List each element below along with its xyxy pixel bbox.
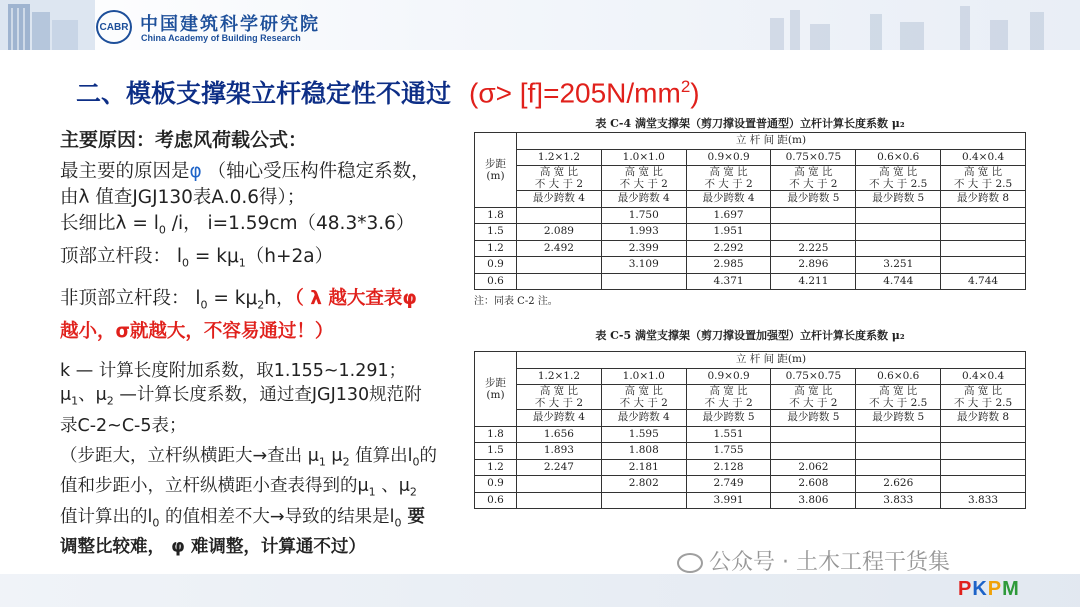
table-cell [941, 476, 1026, 493]
table-cell: 2.225 [771, 240, 856, 257]
table-cell: 1.656 [517, 426, 602, 443]
table-c5-caption: 表 C-5 满堂支撑架（剪刀撑设置加强型）立杆计算长度系数 μ₂ [595, 329, 905, 342]
table-cell: 1.697 [686, 207, 771, 224]
table-cell: 0.6×0.6 [856, 368, 941, 385]
table-cell [601, 385, 686, 410]
table-cell [941, 224, 1026, 241]
table-cell [517, 273, 602, 290]
p6-text-8: 要调整比较难， φ 难调整，计算通不过） [60, 506, 426, 558]
table-c4-ratio-row [475, 166, 1026, 191]
table-cell [517, 166, 602, 191]
wechat-icon [677, 553, 703, 573]
table-cell [941, 240, 1026, 257]
table-cell: 0.75×0.75 [771, 149, 856, 166]
p6-sub2b: 2 [409, 485, 417, 499]
table-cell: 最少跨数 5 [771, 410, 856, 427]
table-cell: 4.744 [941, 273, 1026, 290]
table-cell [856, 385, 941, 410]
table-row [475, 240, 1026, 257]
p3-sub0: 0 [182, 256, 190, 270]
table-cell: 1.5 [475, 224, 517, 241]
table-cell [771, 443, 856, 460]
table-c5-minspan-row [475, 410, 1026, 427]
heading-main-reason: 主要原因：考虑风荷载公式： [60, 129, 308, 151]
table-cell [771, 426, 856, 443]
logo-text: CABR [99, 21, 129, 33]
p6-text-4: 的值和步距小，立杆纵横距小查表得到的μ [60, 445, 437, 497]
org-name-en: China Academy of Building Research [141, 33, 301, 43]
table-cell: 最少跨数 5 [686, 410, 771, 427]
table-cell: 1.0×1.0 [601, 149, 686, 166]
logo-icon [96, 10, 132, 44]
table-cell: 4.211 [771, 273, 856, 290]
ratio-limit: 不 大 于 2.5 [953, 397, 1013, 409]
table-row [475, 257, 1026, 274]
p2-text-b: /i， i=1.59cm（48.3*3.6） [165, 213, 415, 234]
p4-text-b: = kμ [207, 288, 258, 310]
table-row [475, 459, 1026, 476]
table-cell: 1.951 [686, 224, 771, 241]
table-cell: 最少跨数 8 [941, 410, 1026, 427]
table-cell: 2.985 [686, 257, 771, 274]
p1-text-b: （轴心受压构件稳定系数，由λ 值查JGJ130表A.0.6得）； [60, 161, 430, 208]
p5-sub2: 2 [106, 394, 114, 408]
p6-sub0: 0 [412, 455, 420, 469]
table-cell [856, 443, 941, 460]
table-cell [856, 459, 941, 476]
brand-letter: M [1002, 578, 1020, 600]
brand-letter: K [972, 578, 988, 600]
table-cell: 1.2 [475, 459, 517, 476]
table-c4 [474, 116, 1026, 307]
table-cell: 2.247 [517, 459, 602, 476]
p5-text-a: k — 计算长度附加系数，取1.155~1.291； μ [60, 361, 407, 406]
title-main: 二、模板支撑架立杆稳定性不通过 [76, 79, 452, 108]
ratio-label: 高 宽 比 [624, 385, 663, 397]
table-cell: 2.492 [517, 240, 602, 257]
table-c4-minspan-row [475, 191, 1026, 208]
table-cell: 0.4×0.4 [941, 149, 1026, 166]
table-cell: 4.371 [686, 273, 771, 290]
table-cell [856, 426, 941, 443]
table-c4-caption: 表 C-4 满堂支撑架（剪刀撑设置普通型）立杆计算长度系数 μ₂ [595, 117, 905, 130]
table-cell: 1.595 [601, 426, 686, 443]
p6-text-5: 、μ [375, 476, 410, 497]
ratio-limit: 不 大 于 2.5 [953, 178, 1013, 190]
table-c5-span-row [475, 368, 1026, 385]
table-cell [601, 273, 686, 290]
table-c5-group-header: 立 杆 间 距(m) [517, 352, 1026, 369]
table-cell [941, 443, 1026, 460]
p4-sub2: 2 [257, 299, 265, 313]
table-cell: 1.551 [686, 426, 771, 443]
p2-sub: 0 [158, 223, 166, 237]
p2-text-a: 长细比λ = l [60, 213, 159, 234]
brand-logo [958, 578, 1020, 601]
table-cell: 2.608 [771, 476, 856, 493]
table-c4-span-row [475, 149, 1026, 166]
p6-sub1b: 1 [368, 485, 376, 499]
table-cell: 1.8 [475, 426, 517, 443]
table-cell [517, 257, 602, 274]
p6-text-6: 值计算出的l [60, 506, 153, 527]
table-cell: 最少跨数 8 [941, 191, 1026, 208]
table-cell: 0.9 [475, 476, 517, 493]
table-cell [856, 224, 941, 241]
brand-letter: P [958, 578, 973, 600]
skyline-graphic [750, 0, 1080, 50]
table-cell: 最少跨数 4 [517, 191, 602, 208]
table-cell: 2.181 [601, 459, 686, 476]
ratio-label: 高 宽 比 [794, 385, 833, 397]
table-row [475, 443, 1026, 460]
watermark-text: 公众号 · 土木工程干货集 [709, 550, 950, 575]
table-cell [601, 492, 686, 509]
p4-warning: （ λ 越大查表φ 越小，σ就越大，不容易通过！） [60, 288, 417, 343]
table-cell: 3.251 [856, 257, 941, 274]
para-non-top-segment [60, 286, 438, 345]
p3-sub1: 1 [238, 256, 246, 270]
formula-sup: 2 [680, 76, 691, 96]
table-cell: 最少跨数 4 [601, 410, 686, 427]
para-slenderness [60, 211, 438, 244]
table-c5 [474, 328, 1026, 509]
brand-letter: P [987, 578, 1003, 600]
ratio-limit: 不 大 于 2.5 [869, 178, 928, 190]
ratio-label: 高 宽 比 [539, 385, 578, 397]
table-cell [941, 257, 1026, 274]
ratio-label: 高 宽 比 [709, 166, 748, 178]
table-cell [601, 166, 686, 191]
table-c4-grid [474, 132, 1026, 290]
p4-text-c: h， [264, 288, 295, 310]
phi-symbol: φ [189, 161, 202, 182]
table-c5-row-header: 步距 (m) [475, 352, 517, 427]
ratio-label: 高 宽 比 [879, 166, 918, 178]
table-cell: 3.833 [941, 492, 1026, 509]
table-cell: 3.991 [686, 492, 771, 509]
p6-text-3: 值算出l [349, 445, 413, 466]
p3-text-b: = kμ [189, 245, 239, 267]
table-cell: 0.75×0.75 [771, 368, 856, 385]
table-cell: 1.893 [517, 443, 602, 460]
ratio-limit: 不 大 于 2 [534, 178, 584, 190]
table-cell: 2.749 [686, 476, 771, 493]
table-cell: 1.993 [601, 224, 686, 241]
table-cell: 1.2 [475, 240, 517, 257]
table-cell: 最少跨数 5 [856, 191, 941, 208]
ratio-limit: 不 大 于 2 [619, 397, 668, 409]
table-cell [856, 166, 941, 191]
p5-text-c: —计算长度系数，通过查JGJ130规范附录C-2~C-5表； [60, 385, 422, 436]
table-cell: 0.9 [475, 257, 517, 274]
table-cell [686, 385, 771, 410]
table-cell [941, 459, 1026, 476]
table-cell [771, 166, 856, 191]
p5-sub1: 1 [71, 394, 79, 408]
title-formula [469, 77, 700, 109]
table-cell [856, 240, 941, 257]
table-cell: 1.2×1.2 [517, 368, 602, 385]
p6-sub0b: 0 [152, 516, 160, 530]
ratio-limit: 不 大 于 2.5 [869, 397, 928, 409]
table-cell: 0.6 [475, 492, 517, 509]
table-row [475, 273, 1026, 290]
table-c5-ratio-row [475, 385, 1026, 410]
table-cell: 最少跨数 4 [601, 191, 686, 208]
table-cell [517, 492, 602, 509]
table-cell: 2.292 [686, 240, 771, 257]
p6-sub2: 2 [342, 455, 350, 469]
table-cell [517, 385, 602, 410]
ratio-label: 高 宽 比 [794, 166, 833, 178]
table-cell: 0.9×0.9 [686, 149, 771, 166]
table-c4-group-header: 立 杆 间 距(m) [517, 133, 1026, 150]
table-cell: 2.128 [686, 459, 771, 476]
table-cell: 3.833 [856, 492, 941, 509]
para-phi [60, 159, 438, 211]
ratio-limit: 不 大 于 2 [704, 178, 753, 190]
table-cell: 1.8 [475, 207, 517, 224]
table-cell [517, 476, 602, 493]
table-cell [517, 207, 602, 224]
table-cell: 0.4×0.4 [941, 368, 1026, 385]
table-row [475, 224, 1026, 241]
table-cell [686, 166, 771, 191]
ratio-label: 高 宽 比 [709, 385, 748, 397]
ratio-limit: 不 大 于 2 [619, 178, 668, 190]
ratio-label: 高 宽 比 [963, 166, 1003, 178]
explanation-text [60, 127, 438, 559]
table-cell [941, 207, 1026, 224]
p6-text-1: （步距大，立杆纵横距大→查出 μ [60, 445, 319, 466]
table-cell: 1.808 [601, 443, 686, 460]
table-cell: 1.0×1.0 [601, 368, 686, 385]
table-cell: 0.6 [475, 273, 517, 290]
p6-sub1: 1 [318, 455, 326, 469]
slide-title [76, 74, 700, 114]
p3-text-a: 顶部立杆段： l [60, 245, 183, 267]
table-cell: 1.2×1.2 [517, 149, 602, 166]
ratio-limit: 不 大 于 2 [789, 397, 838, 409]
para-top-segment [60, 244, 438, 277]
table-cell [941, 426, 1026, 443]
table-cell: 4.744 [856, 273, 941, 290]
table-cell: 2.802 [601, 476, 686, 493]
table-cell [941, 385, 1026, 410]
p6-sub0c: 0 [394, 516, 402, 530]
table-cell: 最少跨数 4 [517, 410, 602, 427]
ratio-label: 高 宽 比 [963, 385, 1003, 397]
watermark [677, 545, 950, 576]
table-cell: 最少跨数 5 [771, 191, 856, 208]
ratio-label: 高 宽 比 [624, 166, 663, 178]
table-cell: 最少跨数 5 [856, 410, 941, 427]
footer-band [0, 574, 1080, 607]
para-k-coefficient [60, 359, 438, 438]
table-cell: 2.399 [601, 240, 686, 257]
p6-text-7: 的值相差不大→导致的结果是l [159, 506, 395, 527]
table-cell: 1.5 [475, 443, 517, 460]
table-cell: 0.9×0.9 [686, 368, 771, 385]
table-cell: 1.755 [686, 443, 771, 460]
p4-text-a: 非顶部立杆段： l [60, 288, 201, 310]
table-cell: 1.750 [601, 207, 686, 224]
building-graphic [0, 0, 95, 50]
ratio-limit: 不 大 于 2 [534, 397, 584, 409]
table-c5-grid [474, 351, 1026, 509]
ratio-label: 高 宽 比 [879, 385, 918, 397]
table-cell: 2.089 [517, 224, 602, 241]
table-c4-note: 注：同表 C-2 注。 [474, 296, 558, 307]
ratio-limit: 不 大 于 2 [704, 397, 753, 409]
table-cell [941, 166, 1026, 191]
table-c4-row-header: 步距 (m) [475, 133, 517, 208]
p5-text-b: 、μ [78, 385, 107, 406]
p6-text-2: μ [325, 445, 343, 466]
table-cell [771, 207, 856, 224]
table-row [475, 492, 1026, 509]
p3-text-c: （h+2a） [245, 245, 334, 267]
formula-close: ) [690, 77, 700, 108]
table-cell: 3.806 [771, 492, 856, 509]
para-conclusion [60, 444, 438, 560]
formula-text: (σ> [f]=205N/mm [469, 77, 681, 108]
table-row [475, 476, 1026, 493]
p4-sub0: 0 [200, 299, 208, 313]
org-name-cn: 中国建筑科学研究院 [140, 14, 320, 35]
table-cell [771, 385, 856, 410]
ratio-limit: 不 大 于 2 [789, 178, 838, 190]
ratio-label: 高 宽 比 [539, 166, 578, 178]
table-cell [771, 224, 856, 241]
table-cell [856, 207, 941, 224]
table-cell: 2.626 [856, 476, 941, 493]
table-cell: 3.109 [601, 257, 686, 274]
table-row [475, 207, 1026, 224]
table-cell: 0.6×0.6 [856, 149, 941, 166]
table-cell: 2.062 [771, 459, 856, 476]
table-row [475, 426, 1026, 443]
table-cell: 2.896 [771, 257, 856, 274]
table-cell: 最少跨数 4 [686, 191, 771, 208]
p1-text-a: 最主要的原因是 [60, 161, 190, 182]
